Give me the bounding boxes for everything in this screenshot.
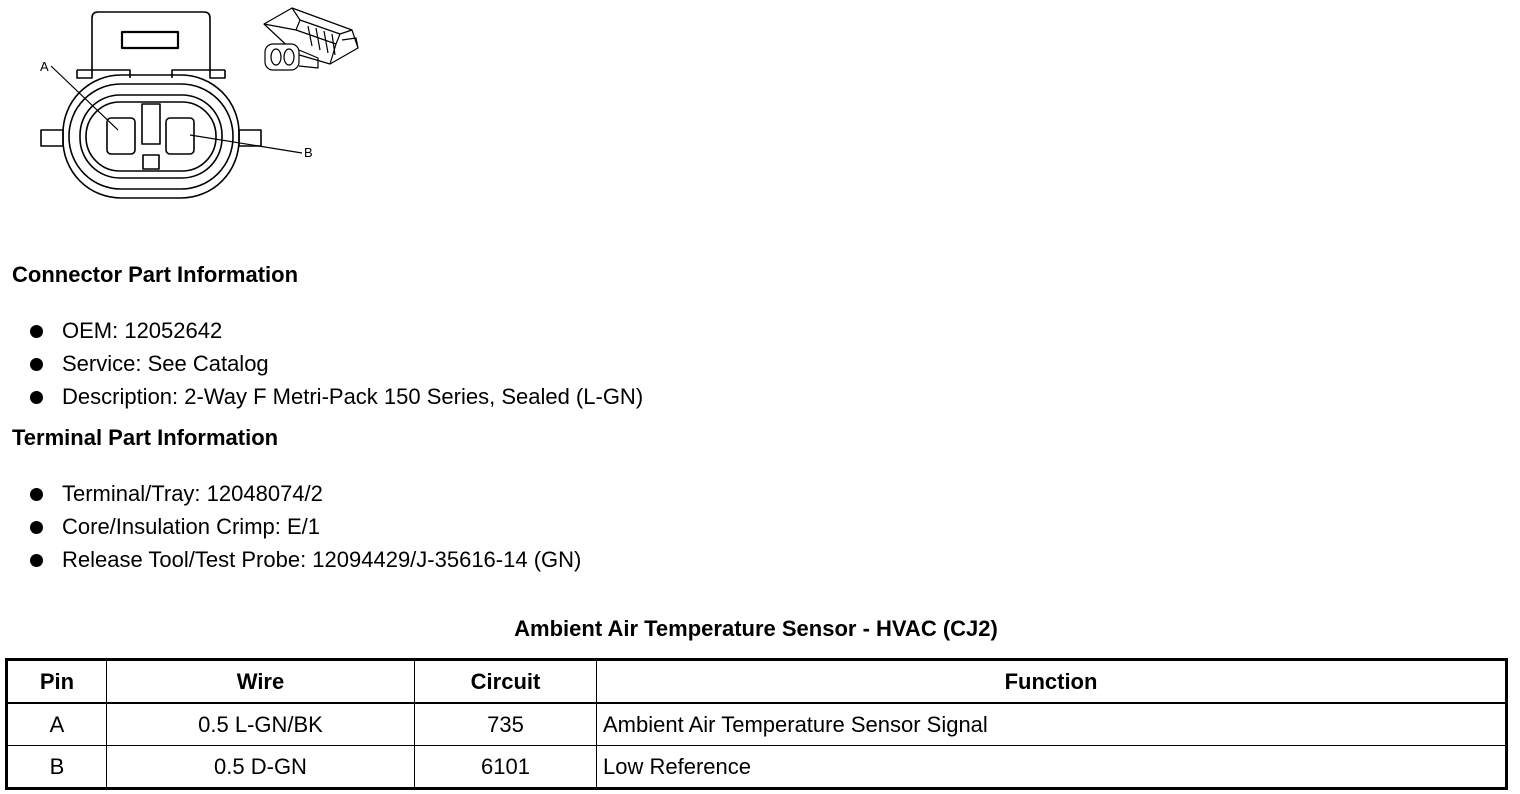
pin-table [5, 658, 1508, 790]
cell-pin: B [7, 746, 107, 789]
cell-circuit: 735 [415, 703, 597, 746]
pin-b-label: B [304, 145, 313, 160]
list-item [0, 383, 643, 416]
cell-function: Low Reference [597, 746, 1507, 789]
terminal-part-information-heading: Terminal Part Information [12, 425, 279, 450]
bullet-icon [30, 325, 43, 338]
header-pin: Pin [7, 660, 107, 704]
list-item-text: Core/Insulation Crimp: E/1 [62, 514, 320, 539]
list-item [0, 546, 581, 579]
list-item [0, 317, 643, 350]
bullet-icon [30, 521, 43, 534]
pin-b-leader-line [190, 135, 302, 153]
header-wire: Wire [107, 660, 415, 704]
table-row [7, 746, 1507, 789]
cell-function: Ambient Air Temperature Sensor Signal [597, 703, 1507, 746]
list-item-text: Service: See Catalog [62, 351, 269, 376]
bullet-icon [30, 391, 43, 404]
bullet-icon [30, 358, 43, 371]
cell-circuit: 6101 [415, 746, 597, 789]
cell-wire: 0.5 D-GN [107, 746, 415, 789]
connector-body [63, 75, 239, 198]
connector-part-information-heading: Connector Part Information [12, 262, 299, 287]
header-function: Function [597, 660, 1507, 704]
table-header-row [7, 660, 1507, 704]
list-item-text: OEM: 12052642 [62, 318, 223, 343]
connector-latch [77, 12, 225, 78]
connector-cavities [107, 104, 194, 169]
list-item [0, 513, 581, 546]
connector-part-information-list [0, 317, 643, 416]
list-item [0, 350, 643, 383]
header-circuit: Circuit [415, 660, 597, 704]
bullet-icon [30, 554, 43, 567]
terminal-part-information-list [0, 480, 581, 579]
cell-wire: 0.5 L-GN/BK [107, 703, 415, 746]
cell-pin: A [7, 703, 107, 746]
list-item-text: Terminal/Tray: 12048074/2 [62, 481, 323, 506]
connector-thumbnail [264, 8, 358, 70]
connector-diagram [0, 0, 380, 215]
list-item-text: Description: 2-Way F Metri-Pack 150 Series, Sealed (L-GN) [62, 384, 644, 409]
pin-a-label: A [40, 59, 49, 74]
list-item [0, 480, 581, 513]
table-title: Ambient Air Temperature Sensor - HVAC (CJ2) [514, 616, 998, 641]
table-row [7, 703, 1507, 746]
list-item-text: Release Tool/Test Probe: 12094429/J-35616-14 (GN) [62, 547, 582, 572]
bullet-icon [30, 488, 43, 501]
